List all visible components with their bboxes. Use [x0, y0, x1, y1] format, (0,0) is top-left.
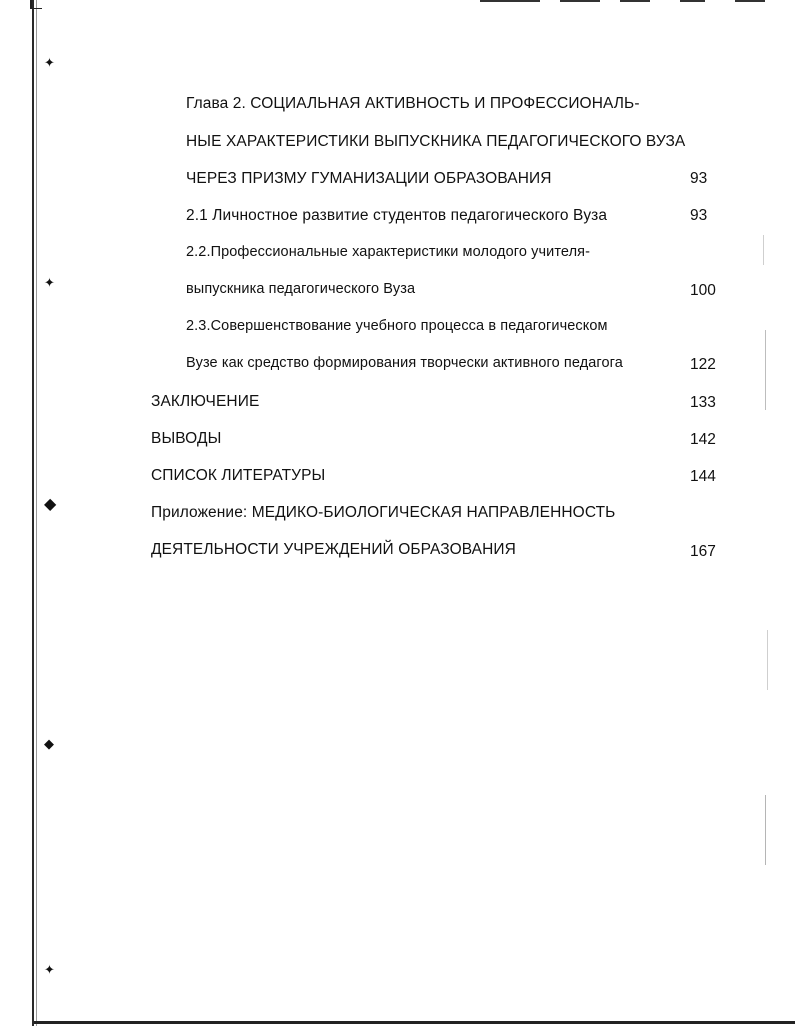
conclusion-title: ЗАКЛЮЧЕНИЕ: [151, 393, 260, 410]
binder-hole-mark-icon: ✦: [44, 56, 55, 71]
references-page-number: 144: [690, 468, 716, 485]
findings-page-number: 142: [690, 431, 716, 448]
appendix-title-line-1: Приложение: МЕДИКО-БИОЛОГИЧЕСКАЯ НАПРАВЛЕННОСТЬ: [151, 504, 616, 521]
section-2-3-title-line-2: Вузе как средство формирования творчески активного педагога: [186, 355, 623, 371]
scan-top-dash: [735, 0, 765, 2]
chapter-2-title-line-1: Глава 2. СОЦИАЛЬНАЯ АКТИВНОСТЬ И ПРОФЕССИОНАЛЬ-: [186, 95, 640, 112]
section-2-3-page-number: 122: [690, 356, 716, 373]
section-2-1-title: 2.1 Личностное развитие студентов педагогического Вуза: [186, 207, 608, 224]
scan-top-dash: [680, 0, 705, 2]
scan-noise: [765, 795, 766, 865]
binder-hole-mark-icon: ◆: [44, 737, 54, 752]
section-2-2-title-line-1: 2.2.Профессиональные характеристики молодого учителя-: [186, 244, 591, 260]
binder-hole-mark-icon: ✦: [44, 963, 55, 978]
section-2-1-page-number: 93: [690, 207, 708, 224]
chapter-2-title-line-3: ЧЕРЕЗ ПРИЗМУ ГУМАНИЗАЦИИ ОБРАЗОВАНИЯ: [186, 170, 552, 187]
section-2-2-title-line-2: выпускника педагогического Вуза: [186, 281, 416, 297]
scan-noise: [763, 235, 764, 265]
section-2-2-page-number: 100: [690, 282, 716, 299]
conclusion-page-number: 133: [690, 394, 716, 411]
scan-top-dash: [620, 0, 650, 2]
binder-hole-mark-icon: ◆: [44, 494, 57, 513]
scan-top-dash: [480, 0, 540, 2]
appendix-page-number: 167: [690, 543, 716, 560]
section-2-3-title-line-1: 2.3.Совершенствование учебного процесса в педагогическом: [186, 318, 608, 334]
chapter-2-page-number: 93: [690, 170, 708, 187]
appendix-title-line-2: ДЕЯТЕЛЬНОСТИ УЧРЕЖДЕНИЙ ОБРАЗОВАНИЯ: [151, 541, 516, 558]
scan-edge-left: [32, 0, 34, 1026]
scan-noise: [765, 330, 766, 410]
findings-title: ВЫВОДЫ: [151, 430, 222, 447]
scan-top-dash: [560, 0, 600, 2]
binder-hole-mark-icon: ✦: [44, 276, 55, 291]
scan-corner-mark: [30, 0, 42, 9]
chapter-2-title-line-2: НЫЕ ХАРАКТЕРИСТИКИ ВЫПУСКНИКА ПЕДАГОГИЧЕСКОГО ВУЗА: [186, 133, 686, 150]
scan-noise: [767, 630, 768, 690]
references-title: СПИСОК ЛИТЕРАТУРЫ: [151, 467, 326, 484]
scan-edge-shadow: [36, 0, 37, 1026]
scan-edge-bottom: [34, 1021, 795, 1024]
